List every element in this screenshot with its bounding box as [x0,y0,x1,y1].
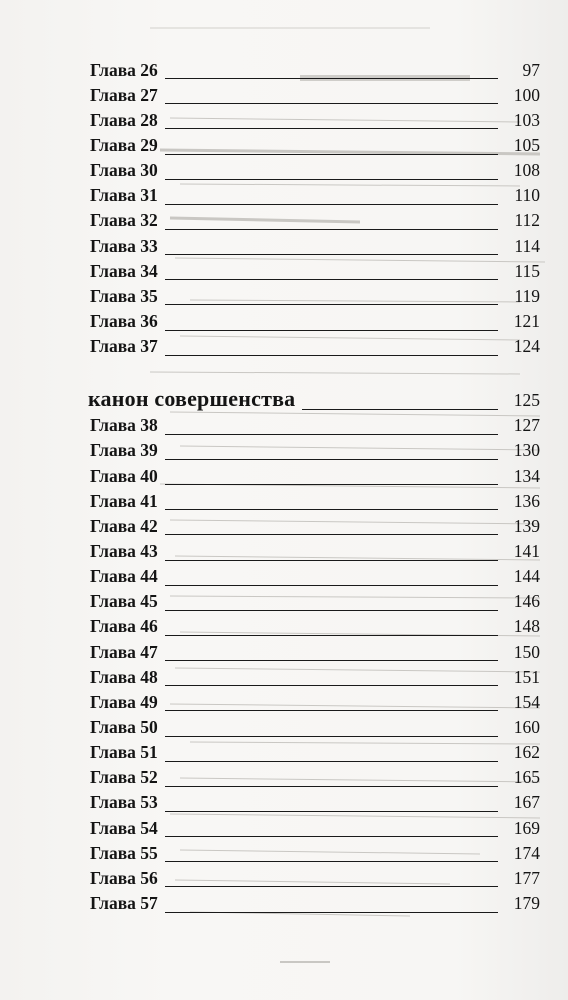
chapter-title: Глава 35 [90,285,158,306]
chapter-title: Глава 47 [90,641,158,662]
chapter-title: Глава 48 [90,666,158,687]
leader-rule [165,204,498,205]
page-number: 139 [513,515,540,536]
chapter-title: Глава 44 [90,566,158,587]
toc-entry[interactable] [90,565,540,590]
toc-entry[interactable] [90,259,540,284]
page-number: 114 [514,235,540,256]
leader-rule [165,304,498,305]
toc-entry[interactable] [90,615,540,640]
chapter-title: Глава 56 [90,867,158,888]
toc-entry[interactable] [90,414,540,439]
toc-entry[interactable] [90,816,540,841]
page-number: 136 [513,490,540,511]
page-number: 150 [513,641,540,662]
chapter-title: Глава 39 [90,440,158,461]
chapter-title: Глава 42 [90,515,158,536]
leader-rule [165,736,498,737]
toc-entry[interactable] [90,159,540,184]
toc-entry[interactable] [90,439,540,464]
leader-rule [165,330,498,331]
toc-entry[interactable] [90,539,540,564]
leader-rule [165,786,498,787]
page-number: 115 [514,260,540,281]
chapter-title: Глава 52 [90,767,158,788]
leader-rule [165,836,498,837]
chapter-title: Глава 40 [90,465,158,486]
page-number: 124 [513,336,540,357]
chapter-title: Глава 50 [90,717,158,738]
toc-entry[interactable] [90,766,540,791]
toc-entry[interactable] [90,58,540,83]
chapter-title: Глава 43 [90,541,158,562]
toc-entry[interactable] [90,514,540,539]
page-number: 146 [513,591,540,612]
page-number: 174 [513,842,540,863]
page-number: 160 [513,717,540,738]
leader-rule [165,685,498,686]
chapter-title: Глава 33 [90,235,158,256]
chapter-title: Глава 38 [90,415,158,436]
leader-rule [165,660,498,661]
toc-entry[interactable] [90,464,540,489]
page-number: 179 [513,893,540,913]
chapter-title: Глава 36 [90,311,158,332]
chapter-title: Глава 29 [90,135,158,156]
chapter-title: Глава 51 [90,742,158,763]
leader-rule [165,459,498,460]
toc-section-heading[interactable] [90,360,540,414]
leader-rule [165,229,498,230]
toc-entry[interactable] [90,234,540,259]
toc-entry[interactable] [90,690,540,715]
chapter-title: Глава 45 [90,591,158,612]
chapter-title: Глава 31 [90,185,158,206]
leader-rule [165,585,498,586]
leader-rule [165,355,498,356]
leader-rule [165,484,498,485]
toc-entry[interactable] [90,665,540,690]
chapter-title: Глава 26 [90,59,158,80]
chapter-title: Глава 54 [90,817,158,838]
page-number: 162 [513,742,540,763]
chapter-title: Глава 41 [90,490,158,511]
page-number: 169 [513,817,540,838]
chapter-title: Глава 28 [90,109,158,130]
page-number: 154 [513,691,540,712]
toc-entry[interactable] [90,741,540,766]
page-number: 112 [514,210,540,231]
page-number: 177 [513,867,540,888]
page-number: 103 [513,109,540,130]
toc-entry[interactable] [90,108,540,133]
toc-entry[interactable] [90,791,540,816]
leader-rule [165,635,498,636]
toc-entry[interactable] [90,866,540,891]
leader-rule [165,78,498,79]
leader-rule [165,434,498,435]
leader-rule [165,560,498,561]
section-title: канон совершенства [88,385,296,411]
toc-entry[interactable] [90,590,540,615]
chapter-title: Глава 32 [90,210,158,231]
chapter-title: Глава 27 [90,84,158,105]
leader-rule [165,254,498,255]
toc-group-top [90,58,540,360]
leader-rule [165,886,498,887]
toc-entry[interactable] [90,891,540,916]
page-number: 148 [513,616,540,637]
toc-entry[interactable] [90,83,540,108]
toc-entry[interactable] [90,309,540,334]
leader-rule [165,179,498,180]
page-number: 134 [513,465,540,486]
toc-entry[interactable] [90,489,540,514]
toc-entry[interactable] [90,335,540,360]
leader-rule [165,761,498,762]
leader-rule [165,811,498,812]
section-page-number: 125 [513,390,540,411]
toc-group-bottom [90,414,540,917]
toc-entry[interactable] [90,284,540,309]
page-number: 144 [513,566,540,587]
chapter-title: Глава 53 [90,792,158,813]
page-number: 165 [513,767,540,788]
page-number: 127 [513,415,540,436]
leader-rule [165,103,498,104]
page-number: 151 [513,666,540,687]
toc-entry[interactable] [90,184,540,209]
leader-rule [165,154,498,155]
toc-entry[interactable] [90,133,540,158]
page-number: 110 [514,185,540,206]
leader-rule [165,710,498,711]
leader-rule [165,912,498,913]
leader-rule [165,610,498,611]
page-number: 108 [513,160,540,181]
leader-rule [165,279,498,280]
chapter-title: Глава 55 [90,842,158,863]
leader-rule [165,509,498,510]
leader-rule [165,534,498,535]
page-number: 100 [513,84,540,105]
toc-entry[interactable] [90,841,540,866]
chapter-title: Глава 46 [90,616,158,637]
chapter-title: Глава 37 [90,336,158,357]
chapter-title: Глава 34 [90,260,158,281]
page-number: 119 [514,285,540,306]
leader-rule [165,861,498,862]
leader-rule [302,409,498,410]
page-number: 121 [513,311,540,332]
chapter-title: Глава 57 [90,893,158,913]
table-of-contents [90,58,540,917]
toc-entry[interactable] [90,715,540,740]
chapter-title: Глава 49 [90,691,158,712]
page-number: 141 [513,541,540,562]
page-number: 105 [513,135,540,156]
chapter-title: Глава 30 [90,160,158,181]
toc-entry[interactable] [90,209,540,234]
page-number: 130 [513,440,540,461]
toc-entry[interactable] [90,640,540,665]
leader-rule [165,128,498,129]
page-number: 167 [513,792,540,813]
page-number: 97 [522,59,540,80]
